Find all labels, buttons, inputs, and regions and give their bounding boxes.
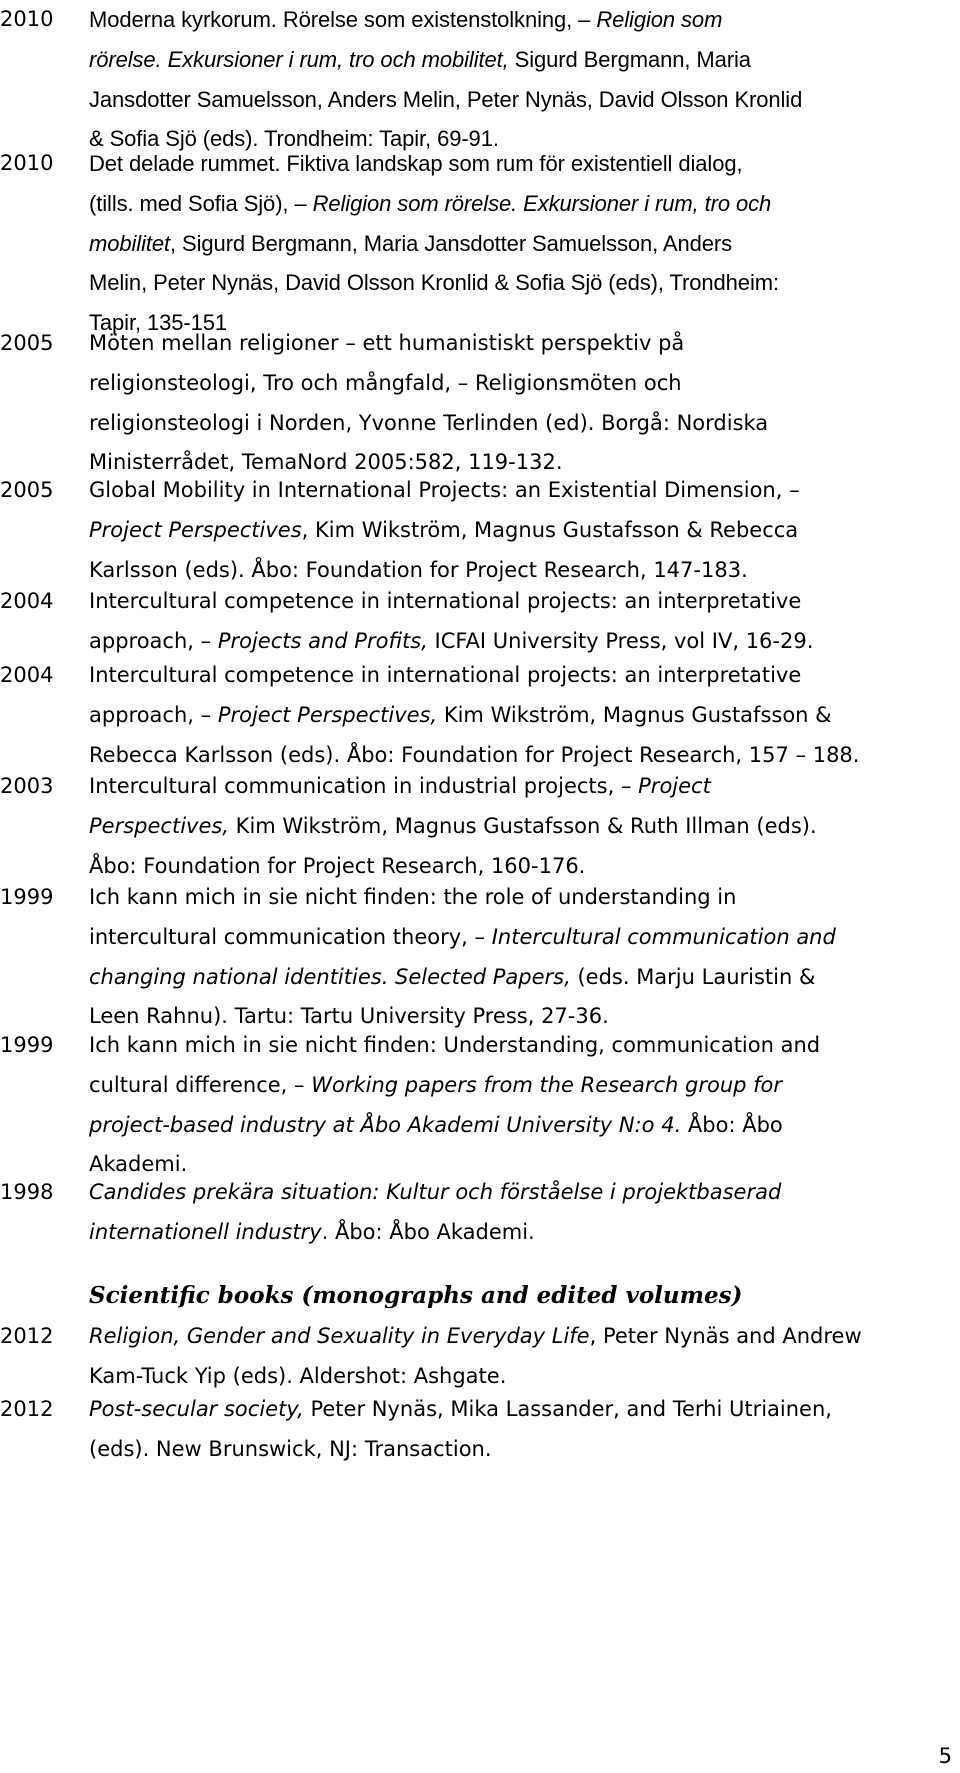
text-line [89, 364, 949, 404]
text-line [89, 656, 949, 696]
text-line [89, 80, 949, 120]
entry-text [89, 878, 949, 1037]
italic-text: Perspectives, [89, 813, 229, 838]
text-run: Intercultural communication in industrial projects, – [89, 774, 639, 798]
text-run: Karlsson (eds). Åbo: Foundation for Project Research, 147-183. [89, 557, 748, 582]
text-line [89, 40, 949, 80]
entry-year: 1999 [0, 1033, 54, 1057]
text-line [89, 696, 949, 736]
entry-year: 1999 [0, 885, 54, 909]
text-line [89, 184, 949, 224]
text-run: intercultural communication theory, – [89, 924, 492, 949]
text-line [89, 324, 949, 364]
italic-text: Projects and Profits, [217, 628, 428, 653]
text-run: Åbo: Foundation for Project Research, 160-176. [89, 853, 586, 878]
text-line [89, 144, 949, 184]
text-run: religionsteologi i Norden, Yvonne Terlinden (ed). Borgå: Nordiska [89, 410, 769, 435]
text-run: & Sofia Sjö (eds). Trondheim: Tapir, 69-91. [89, 126, 499, 152]
text-run: Jansdotter Samuelsson, Anders Melin, Peter Nynäs, David Olsson Kronlid [89, 86, 803, 112]
text-run: Rebecca Karlsson (eds). Åbo: Foundation for Project Research, 157 – 188. [89, 742, 860, 767]
text-run: (eds. Marju Lauristin & [570, 964, 816, 989]
entry-year: 1998 [0, 1180, 54, 1204]
text-run: ICFAI University Press, vol IV, 16-29. [427, 628, 814, 653]
entry-year: 2003 [0, 774, 54, 798]
text-line [89, 918, 949, 958]
italic-text: Project Perspectives, [217, 702, 438, 727]
entry-year: 2005 [0, 478, 54, 502]
text-run: Ich kann mich in sie nicht finden: Understanding, communication and [89, 1033, 821, 1057]
text-line [89, 1213, 949, 1253]
italic-text: rörelse. Exkursioner i rum, tro och mobilitet, [89, 46, 509, 72]
entry-text [89, 1317, 949, 1397]
entry-text [89, 1026, 949, 1185]
italic-text: Post-secular society, [89, 1397, 304, 1421]
text-line [89, 1390, 949, 1430]
text-run: Det delade rummet. Fiktiva landskap som rum för existentiell dialog, [89, 151, 743, 176]
text-run: Möten mellan religioner – ett humanistiskt perspektiv på [89, 331, 685, 355]
text-run: Melin, Peter Nynäs, David Olsson Kronlid & Sofia Sjö (eds), Trondheim: [89, 270, 779, 296]
text-line [89, 767, 949, 807]
text-run: Intercultural competence in international projects: an interpretative [89, 663, 802, 687]
text-line [89, 1106, 949, 1146]
text-run: Tapir, 135-151 [89, 310, 228, 336]
entry-text [89, 144, 949, 343]
text-run: Sigurd Bergmann, Maria [508, 46, 751, 72]
text-run: Åbo: Åbo [681, 1112, 783, 1137]
text-run: (eds). New Brunswick, NJ: Transaction. [89, 1436, 492, 1461]
entry-text [89, 656, 949, 775]
italic-text: Exkursioner i rum, tro och [523, 190, 772, 216]
entry-text [89, 0, 949, 159]
text-line [89, 404, 949, 444]
text-run: approach, – [89, 702, 218, 727]
text-line [89, 1317, 949, 1357]
text-line [89, 263, 949, 303]
text-run: Intercultural competence in international projects: an interpretative [89, 589, 802, 613]
italic-text: internationell industry [89, 1219, 322, 1244]
text-run: , Peter Nynäs and Andrew [589, 1324, 862, 1348]
entry-year: 2010 [0, 7, 54, 31]
text-line [89, 511, 949, 551]
entry-year: 2004 [0, 589, 54, 613]
text-line [89, 471, 949, 511]
entry-year: 2010 [0, 151, 54, 175]
text-line [89, 1430, 949, 1470]
text-run: Kim Wikström, Magnus Gustafsson & Ruth Illman (eds). [229, 813, 817, 838]
entry-year: 2005 [0, 331, 54, 355]
italic-text: Project [638, 774, 711, 798]
entry-text [89, 324, 949, 483]
italic-text: Religion, Gender and Sexuality in Everyday Life [89, 1324, 590, 1348]
italic-text: Religion som [596, 7, 723, 32]
entry-year: 2012 [0, 1397, 54, 1421]
text-line [89, 0, 949, 40]
text-run: (tills. med Sofia Sjö), – [89, 190, 313, 216]
text-run: Kim Wikström, Magnus Gustafsson & [437, 702, 832, 727]
italic-text: Candides prekära situation: Kultur och förståelse i projektbaserad [89, 1180, 782, 1204]
text-run: Ich kann mich in sie nicht finden: the role of understanding in [89, 885, 737, 909]
text-line [89, 807, 949, 847]
text-line [89, 224, 949, 264]
entry-text [89, 1173, 949, 1253]
text-run: , Sigurd Bergmann, Maria Jansdotter Samuelsson, Anders [170, 230, 733, 256]
text-run: . Åbo: Åbo Akademi. [321, 1219, 535, 1244]
entry-text [89, 471, 949, 590]
italic-text: mobilitet [89, 230, 171, 256]
entry-year: 2012 [0, 1324, 54, 1348]
entry-text [89, 582, 949, 662]
entry-text [89, 1390, 949, 1470]
text-run: Leen Rahnu). Tartu: Tartu University Press, 27-36. [89, 1004, 609, 1029]
entry-year: 2004 [0, 663, 54, 687]
text-run: religionsteologi, Tro och mångfald, – Religionsmöten och [89, 370, 682, 395]
italic-text: Working papers from the Research group for [311, 1072, 783, 1097]
text-line [89, 1026, 949, 1066]
italic-text: Project Perspectives [89, 517, 302, 542]
text-line [89, 878, 949, 918]
italic-text: Religion som rörelse. [312, 190, 518, 216]
text-run: Ministerrådet, TemaNord 2005:582, 119-132. [89, 450, 563, 475]
entry-text [89, 767, 949, 886]
italic-text: changing national identities. Selected Papers, [89, 964, 571, 989]
italic-text: project-based industry at Åbo Akademi University N:o 4. [89, 1112, 682, 1137]
text-run: approach, – [89, 628, 218, 653]
text-run: Akademi. [89, 1152, 188, 1177]
text-run: Global Mobility in International Projects: an Existential Dimension, – [89, 478, 800, 502]
text-run: Peter Nynäs, Mika Lassander, and Terhi Utriainen, [303, 1397, 832, 1421]
text-run: Moderna kyrkorum. Rörelse som existenstolkning, – [89, 7, 597, 32]
text-line [89, 582, 949, 622]
text-run: cultural difference, – [89, 1072, 312, 1097]
text-line [89, 958, 949, 998]
text-line [89, 1173, 949, 1213]
text-line [89, 1066, 949, 1106]
italic-text: Intercultural communication and [491, 924, 836, 949]
text-run: , Kim Wikström, Magnus Gustafsson & Rebecca [301, 517, 799, 542]
page-number: 5 [938, 1744, 952, 1768]
text-run: Kam-Tuck Yip (eds). Aldershot: Ashgate. [89, 1363, 507, 1388]
section-heading: Scientific books (monographs and edited volumes) [89, 1282, 743, 1309]
